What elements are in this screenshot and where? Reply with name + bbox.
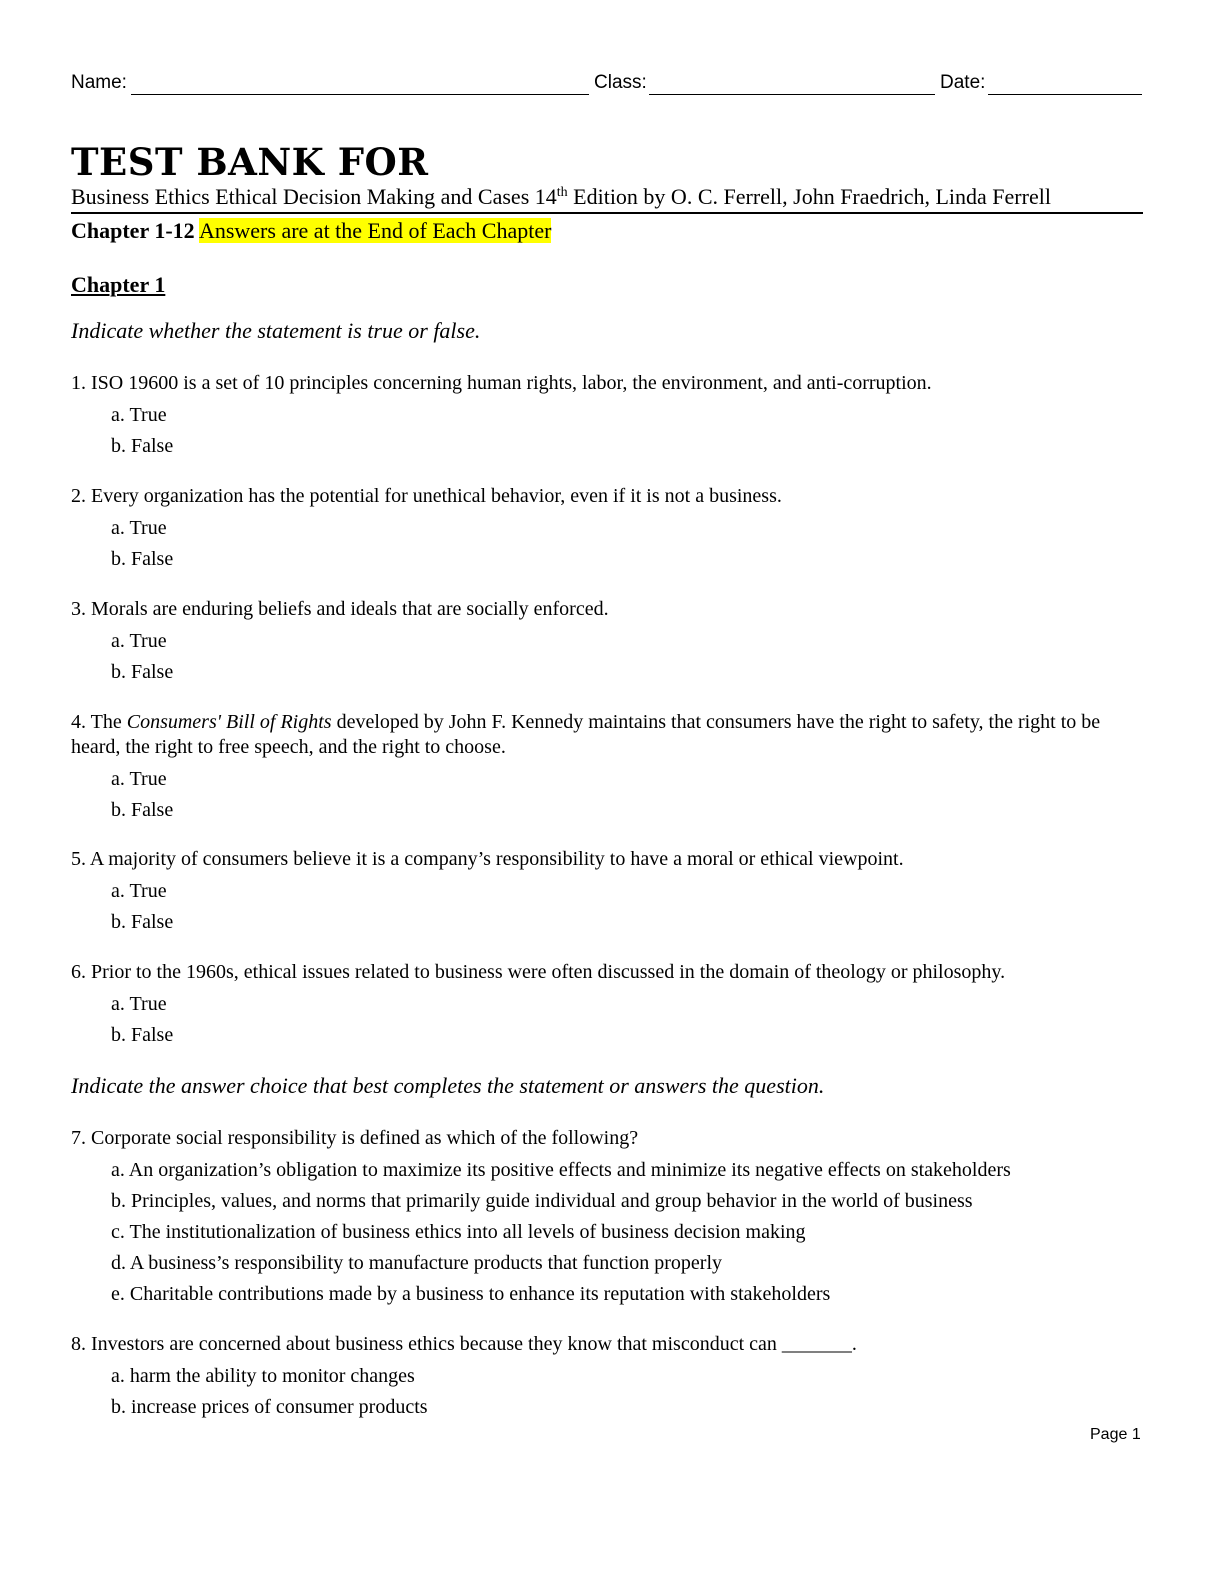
class-blank-line — [649, 94, 935, 95]
answer-option: a. True — [111, 630, 167, 652]
document-title-italic: Consumers' Bill of Rights — [126, 711, 332, 733]
question-2 — [71, 484, 1131, 575]
date-label: Date: — [940, 72, 986, 93]
answer-option: a. harm the ability to monitor changes — [111, 1365, 415, 1387]
question-6 — [71, 960, 1131, 1051]
multiple-choice-instructions: Indicate the answer choice that best completes the statement or answers the question. — [71, 1073, 825, 1098]
question-stem — [71, 710, 1131, 760]
subtitle-main: Business Ethics Ethical Decision Making and Cases 14 — [71, 184, 557, 209]
date-blank-line — [988, 94, 1142, 95]
answer-option: b. False — [111, 435, 174, 457]
answer-option: b. False — [111, 911, 174, 933]
class-label: Class: — [594, 72, 647, 93]
true-false-instructions: Indicate whether the statement is true or false. — [71, 318, 481, 343]
question-4 — [71, 710, 1131, 826]
question-stem: 6. Prior to the 1960s, ethical issues related to business were often discussed in the domain of theology or philosophy. — [71, 961, 1006, 983]
answer-option: e. Charitable contributions made by a business to enhance its reputation with stakeholders — [111, 1283, 831, 1305]
question-3 — [71, 597, 1131, 688]
answer-option: b. False — [111, 661, 174, 683]
answer-option: a. True — [111, 993, 167, 1015]
answer-option: a. True — [111, 404, 167, 426]
student-info-header — [71, 72, 1143, 98]
book-subtitle — [71, 184, 1051, 210]
answer-option: c. The institutionalization of business ethics into all levels of business decision making — [111, 1221, 806, 1243]
answer-option: b. False — [111, 1024, 174, 1046]
chapters-line — [71, 218, 551, 244]
chapter-heading: Chapter 1 — [71, 272, 166, 297]
answer-option: b. Principles, values, and norms that primarily guide individual and group behavior in the world of business — [111, 1190, 973, 1212]
chapter-range: Chapter 1-12 — [71, 218, 195, 243]
answer-option: a. True — [111, 880, 167, 902]
answer-option: a. True — [111, 768, 167, 790]
question-1 — [71, 371, 1131, 462]
edition-superscript: th — [556, 185, 568, 200]
name-label: Name: — [71, 72, 127, 93]
subtitle-authors: Edition by O. C. Ferrell, John Fraedrich, Linda Ferrell — [567, 184, 1051, 209]
stem-end: developed by John F. Kennedy maintains that consumers have the right to safety, the right to be heard, the right to free speech, and the right to choose. — [71, 711, 1101, 758]
answers-note-highlight: Answers are at the End of Each Chapter — [198, 218, 552, 243]
answer-option: d. A business’s responsibility to manufacture products that function properly — [111, 1252, 723, 1274]
question-stem: 8. Investors are concerned about business ethics because they know that misconduct can _______. — [71, 1333, 857, 1355]
answer-option: a. An organization’s obligation to maximize its positive effects and minimize its negative effects on stakeholders — [111, 1159, 1011, 1181]
answer-option: b. False — [111, 799, 174, 821]
question-stem: 3. Morals are enduring beliefs and ideals that are socially enforced. — [71, 598, 609, 620]
question-stem: 7. Corporate social responsibility is defined as which of the following? — [71, 1127, 639, 1149]
question-stem: 5. A majority of consumers believe it is a company’s responsibility to have a moral or ethical viewpoint. — [71, 848, 904, 870]
page-title: TEST BANK FOR — [71, 140, 429, 184]
name-blank-line — [131, 94, 589, 95]
stem-start: 4. The — [71, 711, 127, 733]
answer-option: a. True — [111, 517, 167, 539]
page-number: Page 1 — [1090, 1426, 1141, 1443]
question-stem: 1. ISO 19600 is a set of 10 principles concerning human rights, labor, the environment, and anti-corruption. — [71, 372, 932, 394]
answer-option: b. increase prices of consumer products — [111, 1396, 428, 1418]
title-divider — [71, 212, 1143, 214]
answer-option: b. False — [111, 548, 174, 570]
question-8 — [71, 1332, 1131, 1423]
question-stem: 2. Every organization has the potential for unethical behavior, even if it is not a business. — [71, 485, 782, 507]
question-5 — [71, 847, 1131, 938]
question-7 — [71, 1126, 1131, 1310]
